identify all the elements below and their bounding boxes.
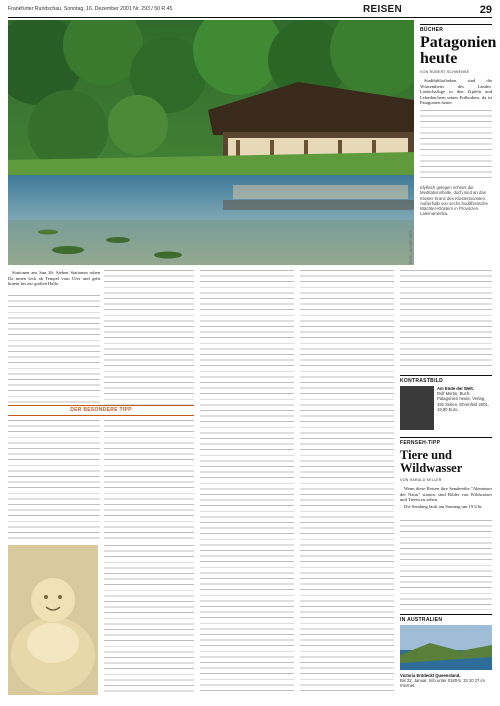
- main-headline: Patagonien heute: [420, 34, 497, 67]
- text-lines-col4: [300, 270, 394, 695]
- main-paragraph-1: Stadtbibliotheken sind die Wüstenthetis des Landes. Laidschaftige in den Zipfeln und Lehmbüchern seines Erdbodens, da ist Patagonien heute.: [420, 78, 492, 106]
- masthead-rule: [8, 17, 492, 18]
- main-kicker: BÜCHER: [420, 27, 444, 33]
- second-kicker-rule: [400, 437, 492, 438]
- page-number: 29: [479, 4, 492, 16]
- main-article-intro: [420, 78, 492, 107]
- temple-pond-illustration: [8, 20, 414, 265]
- info-box-1-title: Am Ende der Welt.: [437, 386, 474, 391]
- buddha-photo: [8, 545, 98, 695]
- info-box-1-rule: [400, 375, 492, 376]
- text-lines-right: [420, 110, 492, 180]
- book-cover-thumb: [400, 386, 434, 430]
- publication-line: Frankfurter Rundschau, Sonntag, 16. Dezember 2001 Nr. 293 / 50 R 45: [8, 6, 173, 12]
- second-paragraph-1: Wenn diese Reisen ihre Sendereihe "Abenteuer der Natur" starten, sind Bilder von Wildwasser und Tieren zu sehen.: [400, 486, 492, 503]
- photo-caption: Idyllisch gelegen scheint die Meditationshalle, doch sind an das Kloster Kranz des Klostertouristen. Außerhalb von sechs buddhistische Wächter-Klöstern in Provinzen Lateinamerika.: [420, 185, 488, 217]
- masthead: [8, 4, 492, 18]
- text-lines-col1b: [8, 420, 100, 540]
- second-kicker: FERNSEH-TIPP: [400, 440, 441, 446]
- tip-rule-bottom: [8, 415, 194, 416]
- text-lines-col3: [200, 270, 294, 695]
- tip-subheadline: DER BESONDERE TIPP: [70, 407, 132, 413]
- text-lines-col2: [104, 270, 194, 405]
- text-lines-col5: [400, 270, 492, 370]
- second-article-body: [400, 486, 492, 511]
- second-headline: Tiere und Wildwasser: [400, 448, 463, 475]
- section-title: REISEN: [363, 4, 403, 15]
- info-box-2-title: Victoria Entdeckt Queensland.: [400, 673, 461, 678]
- temple-pond-photo: [8, 20, 414, 265]
- main-byline: VON ROBERT SCHWENKE: [420, 70, 470, 74]
- kicker-rule-top: [420, 24, 492, 25]
- side-lead-text: Stationen ans Sun 26: Sieben Stationen ruhen Da innen lock ab Tempel vom Ufer und geht hinein bis zur großen Halle.: [8, 270, 100, 287]
- second-byline: VON HARALD KELLER: [400, 478, 442, 482]
- photo-credit: FOTO: OLIVER NEIT: [409, 230, 413, 265]
- info-box-1: [437, 386, 492, 412]
- second-paragraph-2: Die Sendung läuft am Sonntag um 19 Uhr.: [404, 504, 483, 510]
- buddha-illustration: [8, 545, 98, 695]
- info-box-1-label: KONTRASTBILD: [400, 378, 444, 384]
- info-box-1-text: Rolf Mertin, Buch: Patagonien heute, Verlag, 192 Seiten, Ehrenfeld 2001, 19,80 Euro.: [437, 391, 489, 412]
- text-lines-col5b: [400, 520, 492, 610]
- info-box-2-rule: [400, 614, 492, 615]
- text-lines-col1: [8, 295, 100, 403]
- info-box-2: [400, 673, 492, 689]
- coast-illustration: [400, 625, 492, 670]
- side-lead: [8, 270, 100, 288]
- australia-photo: [400, 625, 492, 670]
- tip-rule: [8, 405, 194, 406]
- text-lines-col2c: [104, 545, 194, 695]
- text-lines-col2b: [104, 420, 194, 540]
- info-box-2-label: IN AUSTRALIEN: [400, 617, 443, 623]
- info-box-2-text: Bis 22. Januar, Info unter 0180-5, 33 20 27 im Internet.: [400, 678, 485, 689]
